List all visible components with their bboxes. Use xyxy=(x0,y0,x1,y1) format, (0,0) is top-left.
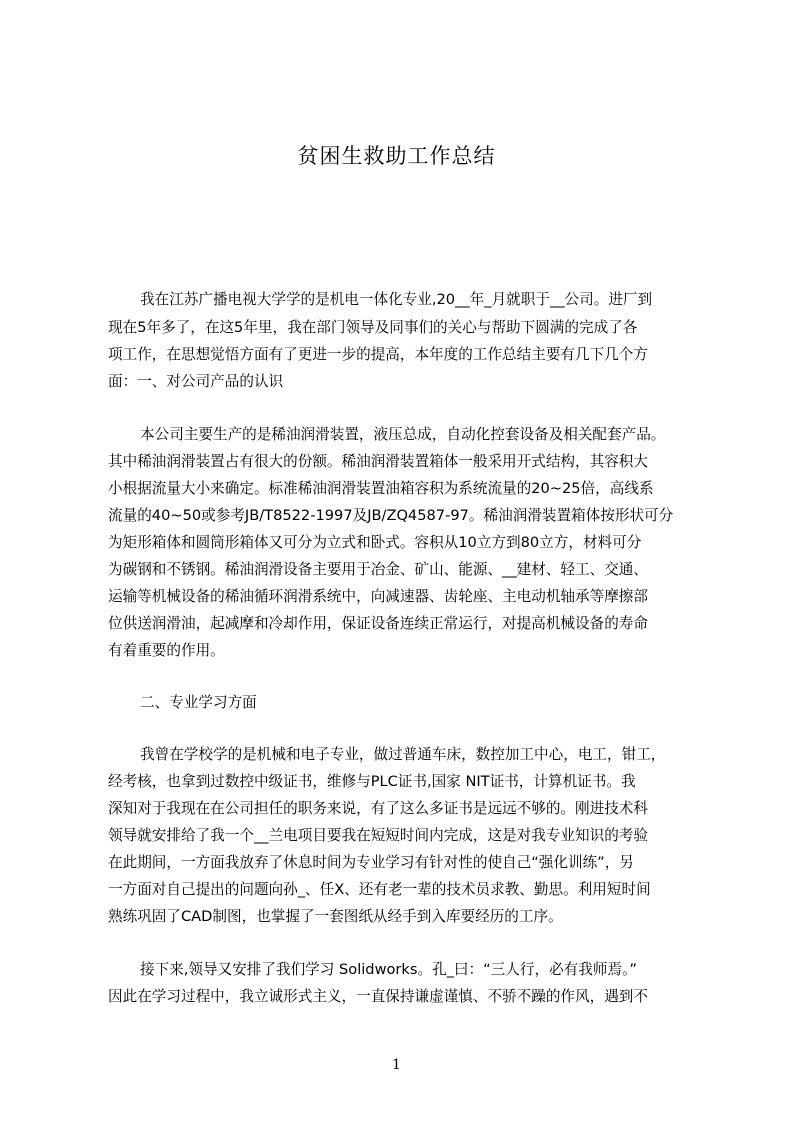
text-line: 其中稀油润滑装置占有很大的份额。稀油润滑装置箱体一般采用开式结构，其容积大 xyxy=(108,453,648,470)
text-line: 经考核，也拿到过数控中级证书，维修与PLC证书,国家 NIT证书，计算机证书。我 xyxy=(108,773,636,790)
text-line: 我曾在学校学的是机械和电子专业，做过普通车床，数控加工中心，电工，钳工， xyxy=(140,746,666,763)
text-line: 有着重要的作用。 xyxy=(108,642,225,659)
text-line: 接下来,领导又安排了我们学习 Solidworks。孔_曰：“三人行，必有我师焉。” xyxy=(140,961,637,978)
text-line: 现在5年多了，在这5年里，我在部门领导及同事们的关心与帮助下圆满的完成了各 xyxy=(108,319,638,336)
text-line: 一方面对自己提出的问题向孙_、任X、还有老一辈的技术员求教、勤思。利用短时间 xyxy=(108,881,651,898)
text-line: 位供送润滑油，起减摩和冷却作用，保证设备连续正常运行，对提高机械设备的寿命 xyxy=(108,615,648,632)
text-line: 熟练巩固了CAD制图，也掌握了一套图纸从经手到入库要经历的工序。 xyxy=(108,908,563,925)
text-line: 我在江苏广播电视大学学的是机电一体化专业,20__年_月就职于__公司。进厂到 xyxy=(140,291,653,308)
text-line: 运输等机械设备的稀油循环润滑系统中，向减速器、齿轮座、主电动机轴承等摩擦部 xyxy=(108,588,648,605)
document-title: 贫困生救助工作总结 xyxy=(297,144,496,168)
page-number: 1 xyxy=(392,1057,401,1073)
text-line: 为碳钢和不锈钢。稀油润滑设备主要用于冶金、矿山、能源、__建材、轻工、交通、 xyxy=(108,561,648,578)
text-line: 为矩形箱体和圆筒形箱体又可分为立式和卧式。容积从10立方到80立方，材料可分 xyxy=(108,534,642,551)
text-line: 因此在学习过程中，我立诚形式主义，一直保持谦虚谨慎、不骄不躁的作风，遇到不 xyxy=(108,988,648,1005)
text-line: 领导就安排给了我一个__兰电项目要我在短短时间内完成，这是对我专业知识的考验 xyxy=(108,827,648,844)
section-heading-text: 二、专业学习方面 xyxy=(140,694,257,711)
text-line: 在此期间，一方面我放弃了休息时间为专业学习有针对性的使自己“强化训练”，另 xyxy=(108,854,634,871)
text-line: 流量的40~50或参考JB/T8522-1997及JB/ZQ4587-97。稀油润滑装置箱体按形状可分 xyxy=(108,507,674,524)
text-line: 深知对于我现在在公司担任的职务来说，有了这么多证书是远远不够的。刚进技术科 xyxy=(108,800,648,817)
text-line: 面：一、对公司产品的认识 xyxy=(108,373,284,390)
text-line: 项工作，在思想觉悟方面有了更进一步的提高，本年度的工作总结主要有几下几个方 xyxy=(108,346,648,363)
text-line: 小根据流量大小来确定。标准稀油润滑装置油箱容积为系统流量的20~25倍，高线系 xyxy=(108,480,654,497)
text-line: 本公司主要生产的是稀油润滑装置，液压总成，自动化控套设备及相关配套产品。 xyxy=(140,426,666,443)
